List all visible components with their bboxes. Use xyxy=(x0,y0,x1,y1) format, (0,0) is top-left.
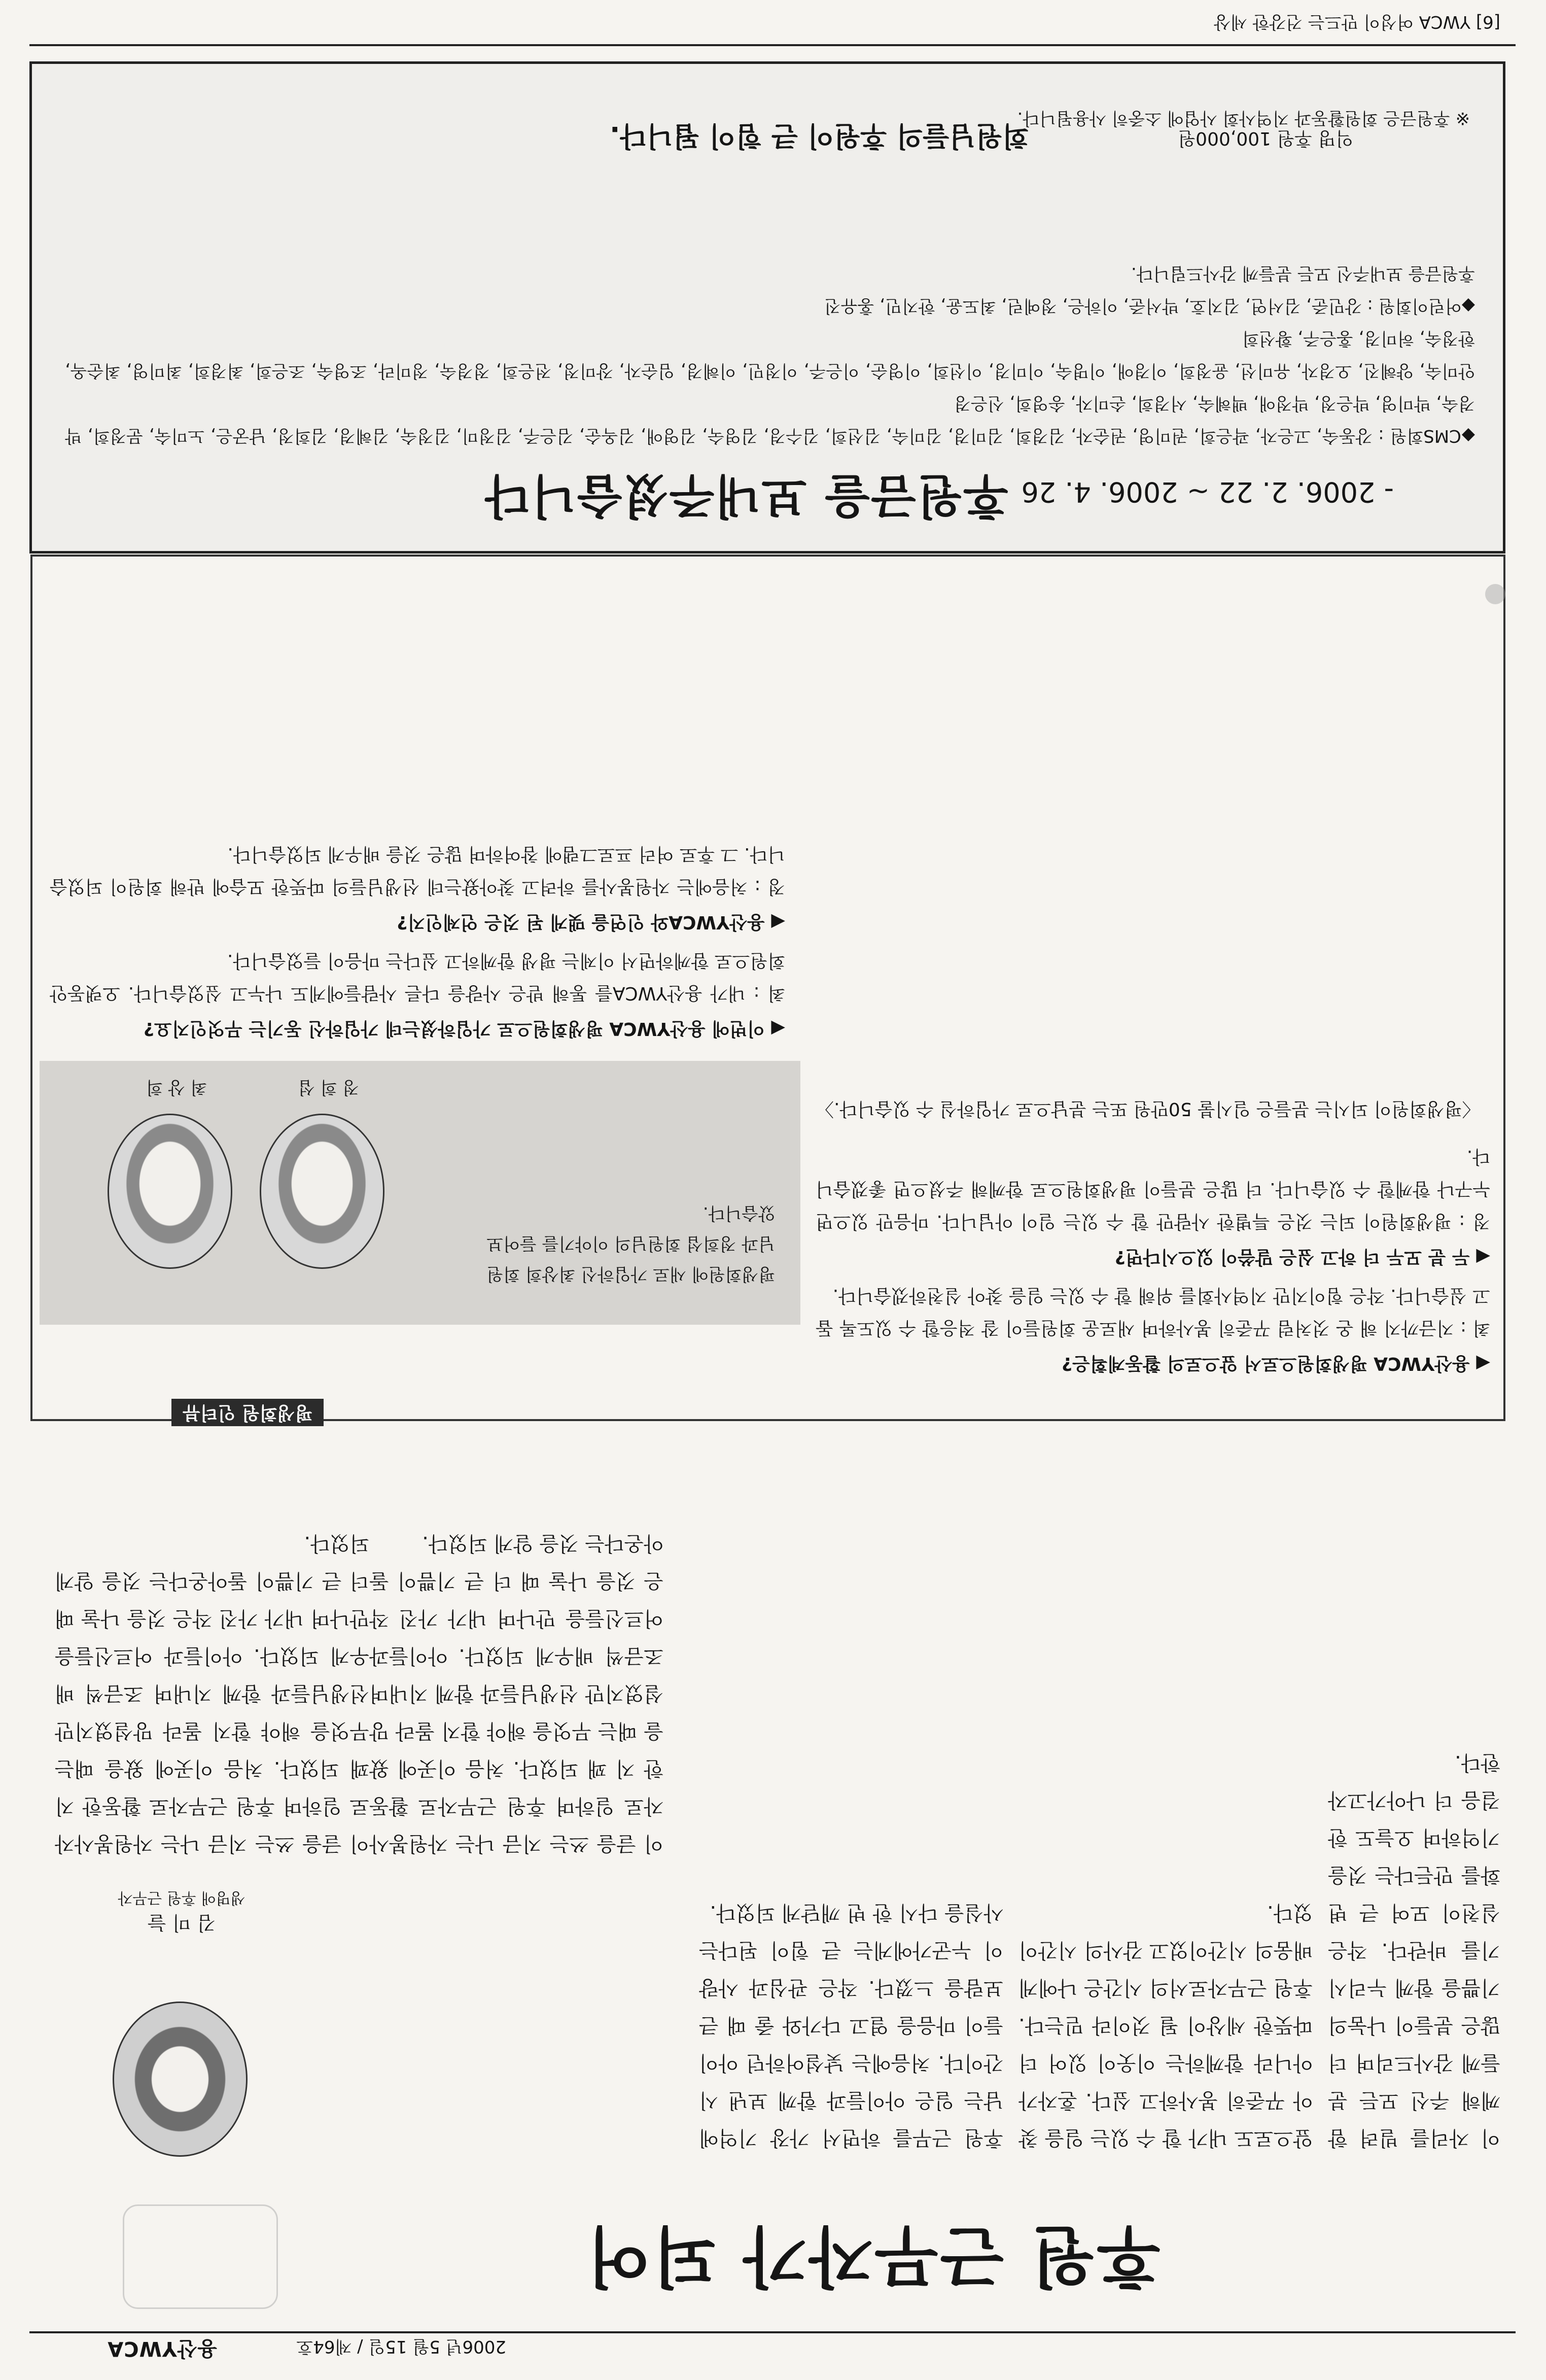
faded-stamp xyxy=(123,2204,278,2309)
essay-column-1: 이 글을 쓰는 지금 나는 자원봉사자로 일하며 후원 근무자로 활동한 지 꽤 되었다. 처음 이곳에 왔을 때는 무엇을 해야 할지 몰라 망설였지만 선생님들과 함께 지내며 조금씩 배우게 되었다. 아이들과 어르신들을 만나며 내가 가진 작은 것을 나눌 때 더 큰 기쁨이 돌아온다는 것을 알게 되었다. xyxy=(369,1532,663,1855)
essay-column-2: 후원 근무를 하면서 가장 기억에 남는 일은 아이들과 함께 보낸 시간이다. 처음에는 낯설어하던 아이들이 마음을 열고 다가와 줄 때 큰 보람을 느꼈다. 작은 관심과 사랑이 누군가에게는 큰 힘이 된다는 사실을 다시 한 번 깨닫게 되었다. xyxy=(699,1901,1003,2150)
bottom-rule xyxy=(29,44,1516,46)
issue-info: 2006년 5월 15일 / 제64호 xyxy=(296,2336,506,2357)
donor-thanks: 회원님들의 후원이 큰 힘이 됩니다. xyxy=(609,120,1029,152)
question-1: ◀ 이번에 용산YWCA 평생회원으로 가입하셨는데 가입하신 동기는 무엇인지요? xyxy=(144,1018,785,1039)
donor-line-3: ◆어린이회원 : 강민준, 김서연, 김지호, 박서준, 이하은, 정예린, 최도윤, 한지민, 홍유진 xyxy=(824,296,1475,316)
interview-footnote: 〈평생회원이 되시는 분들은 일시불 50만원 또는 분납으로 가입하실 수 있습니다.〉 xyxy=(816,1098,1481,1119)
donor-note: ※ 후원금은 회원활동과 지역사회 사업에 소중히 사용됩니다. xyxy=(1017,108,1470,128)
interviewee-name-1: 최 상 희 xyxy=(146,1077,207,1097)
ink-blot xyxy=(1485,584,1505,604)
author-name: 김 미 늘 xyxy=(147,1912,216,1934)
essay-author xyxy=(106,1888,258,1939)
essay-column-3: 앞으로도 내가 할 수 있는 일을 찾아 꾸준히 봉사하고 싶다. 혼자가 아니라 함께하는 이웃이 있어 더 따뜻한 세상이 될 것이라 믿는다. 후원 근무자로서의 시간은 나에게 배움의 시간이었고 감사의 시간이었다. xyxy=(1018,1901,1313,2150)
question-4: ◀ 두 분 모두 더 하고 싶은 말씀이 있으시다면? xyxy=(1114,1247,1490,1267)
page-label: [6] YWCA 여성이 만드는 건강한 세상 xyxy=(1214,12,1500,32)
donor-list xyxy=(65,257,1475,452)
answer-1: 최 : 내가 용산YWCA를 통해 받은 사랑을 다른 사람들에게도 나누고 싶었습니다. 오랫동안 회원으로 함께하면서 이제는 평생 함께하고 싶다는 마음이 들었습니다. xyxy=(50,950,785,1004)
interview-qa-left xyxy=(816,1092,1490,1386)
donor-line-1: ◆CMS회원 : 강동숙, 고은자, 곽은희, 권미영, 권순자, 김경희, 김미경, 김미숙, 김선희, 김수경, 김영숙, 김영애, 김옥순, 김은주, 김정미, 김정숙, 김혜경, 김희정, 남궁은, 노미숙, 문정희, 박경숙, 박미영, 박은정, 박정애, 백혜숙, 서경희, 손미자, 송영희, 신은경 xyxy=(65,393,1475,446)
essay-column-4: 이 자리를 빌려 함께해 주신 모든 분들께 감사드리며 더 많은 분들이 나눔의 기쁨을 함께 누리시기를 바란다. 작은 실천이 모여 큰 변화를 만든다는 것을 기억하며 오늘도 한 걸음 더 나아가고자 한다. xyxy=(1328,1751,1500,2150)
donor-amount: 익명 후원 100,000원 xyxy=(1178,128,1353,149)
question-2: ◀ 용산YWCA와 인연을 맺게 된 것은 언제인지? xyxy=(397,912,785,933)
interview-qa-right xyxy=(50,838,785,1051)
top-rule xyxy=(29,2331,1516,2333)
interviewee-photo-2 xyxy=(260,1114,384,1269)
donor-line-2: 안미숙, 양혜진, 오경자, 유미선, 윤정희, 이경애, 이명숙, 이미경, 이선희, 이영순, 이은주, 이정민, 이혜경, 임순자, 장미정, 전은희, 정경숙, 정미라, 조영숙, 조은희, 최경희, 최미영, 최순옥, 한정숙, 허미경, 홍은주, 황선희 xyxy=(65,328,1475,381)
answer-4: 정 : 평생회원이 되는 것은 특별한 사람만 할 수 있는 일이 아닙니다. 마음만 있으면 누구나 함께할 수 있습니다. 더 많은 분들이 평생회원으로 함께해 주셨으면 좋겠습니다. xyxy=(816,1146,1490,1232)
interview-tag: 평생회원 인터뷰 xyxy=(171,1399,324,1426)
donor-line-4: 후원금을 보내주신 모든 분들께 감사드립니다. xyxy=(1131,263,1475,284)
photo-caption: 평생회원에 새로 가입하신 최상희 회원님과 정희섭 회원님의 이야기를 들어보았습니다. xyxy=(486,1203,775,1284)
donor-period: - 2006. 2. 22 ~ 2006. 4. 26 xyxy=(1021,476,1394,508)
author-role: 생명애 후원 근무자 xyxy=(118,1889,245,1907)
question-3: ◀ 용산YWCA 평생회원으로서 앞으로의 활동계획은? xyxy=(1062,1353,1490,1374)
interviewee-photo-1 xyxy=(108,1114,232,1269)
essay-column-0: 이 글을 쓰는 지금 나는 자원봉사자로 일하며 후원 근무자로 활동한 지 꽤 되었다. 처음 이곳에 왔을 때는 무엇을 해야 할지 몰라 망설였지만 선생님들과 함께 지내며 조금씩 배우게 되었다. 아이들과 어르신들을 만나며 내가 가진 작은 것을 나눌 때 더 큰 기쁨이 돌아온다는 것을 알게 되었다. xyxy=(55,1532,369,1855)
interviewee-name-2: 정 희 섭 xyxy=(298,1077,359,1097)
paper-name: 용산YWCA xyxy=(107,2337,217,2360)
donor-title: 후원금을 보내주셨습니다 xyxy=(484,469,1008,523)
answer-3: 최 : 지금까지 해 온 것처럼 꾸준히 봉사하며 새로운 회원들이 잘 적응할 수 있도록 돕고 싶습니다. 작은 힘이지만 지역사회를 위해 할 수 있는 일을 찾아 실천하겠습니다. xyxy=(816,1285,1490,1338)
author-photo xyxy=(113,2002,248,2157)
essay-title: 후원 근무자가 되어 xyxy=(584,2218,1161,2295)
answer-2: 정 : 처음에는 자원봉사를 하려고 찾아왔는데 선생님들의 따뜻한 모습에 반해 회원이 되었습니다. 그 후로 여러 프로그램에 참여하며 많은 것을 배우게 되었습니다. xyxy=(50,844,785,897)
